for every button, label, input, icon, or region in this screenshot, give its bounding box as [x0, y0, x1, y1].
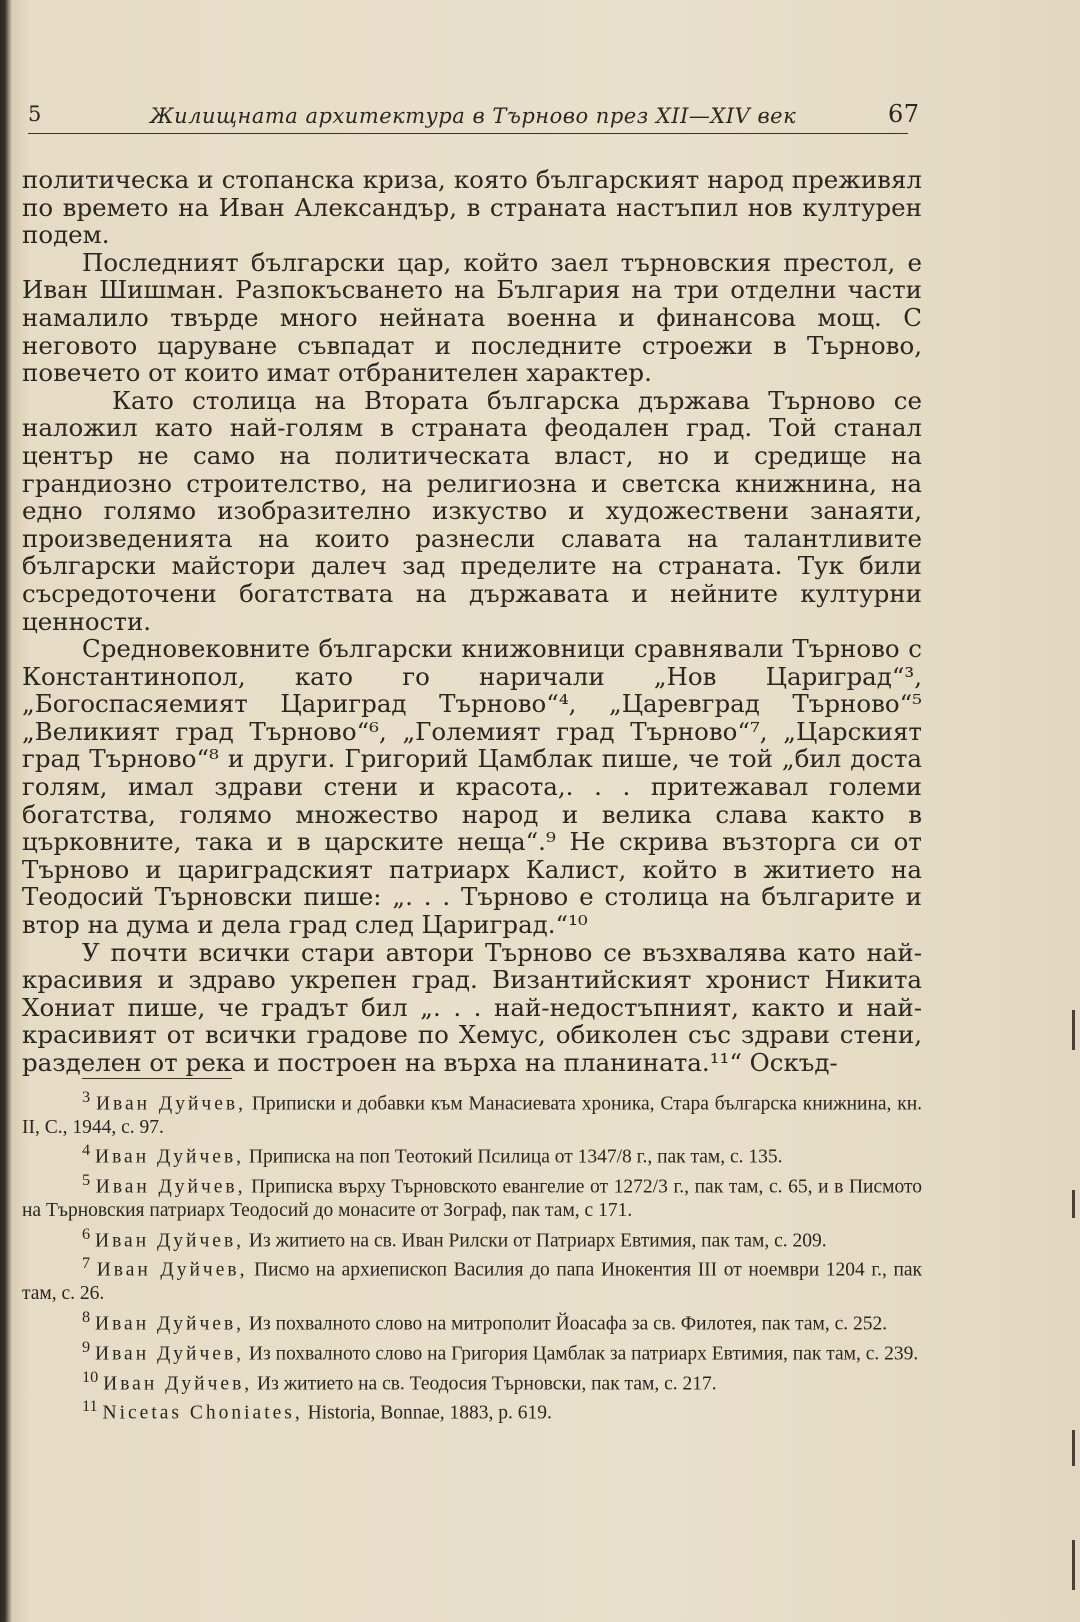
footnote-text: Приписки и добавки към Манасиевата хроника, Стара българска книжнина, кн. II, С., 1944, с. 97. [22, 1093, 923, 1138]
footnote-text: Приписка върху Търновското евангелие от 1272/3 г., пак там, с. 65, и в Писмото на Търновския патриарх Теодосий до монасите от Зограф, пак там, с 171. [22, 1176, 922, 1222]
running-title: Жилищната архитектура в Търново през XII—XIV век [150, 104, 797, 128]
footnotes [22, 1078, 922, 1425]
main-text [22, 166, 922, 1077]
footnote-text: Приписка на поп Теотокий Псилица от 1347/8 г., пак там, с. 135. [248, 1146, 783, 1168]
footnote-number: 4 [82, 1141, 91, 1160]
footnote-author: Иван Дуйчев, [96, 1259, 248, 1281]
footnote-author: Иван Дуйчев, [95, 1230, 245, 1252]
footnote-text: Писмо на архиепископ Василия до папа Инокентия III от ноември 1204 г., пак там, с. 26. [22, 1259, 923, 1305]
footnote-text: Из житието на св. Иван Рилски от Патриарх Евтимия, пак там, с. 209. [248, 1230, 827, 1252]
footnote-4 [22, 1139, 922, 1169]
header-rule [28, 133, 908, 134]
page-binding-edge [0, 0, 12, 1622]
paragraph-1: политическа и стопанска криза, която българският народ преживял по времето на Иван Александър, в страната настъпил нов културен подем. [22, 165, 922, 250]
edge-mark [1072, 1540, 1075, 1590]
footnote-number: 8 [82, 1307, 91, 1326]
footnote-6 [22, 1223, 922, 1253]
footnote-7 [22, 1252, 922, 1305]
footnote-author: Nicetas Choniates, [102, 1402, 303, 1424]
footnote-number: 10 [82, 1367, 99, 1386]
footnote-author: Иван Дуйчев, [95, 1093, 246, 1115]
paragraph-5: У почти всички стари автори Търново се възхвалява като най-красивия и здраво укрепен град. Византийският хронист Никита Хониат пише, че градът бил „. . . най-недостъпният, както и най-красивият от всички градове по Хемус, обиколен със здрави стени, разделен от река и построен на върха на планината.¹¹“ Оскъд- [22, 937, 922, 1077]
edge-mark [1072, 1010, 1075, 1050]
footnote-author: Иван Дуйчев, [95, 1176, 246, 1198]
footnote-number: 9 [82, 1337, 91, 1356]
footnote-5 [22, 1169, 922, 1222]
footnote-text: Из похвалното слово на Григория Цамблак за патриарх Евтимия, пак там, с. 239. [248, 1343, 919, 1365]
footnote-number: 5 [82, 1171, 91, 1190]
footnote-author: Иван Дуйчев, [103, 1373, 253, 1395]
paragraph-4: Средновековните български книжовници сравнявали Търново с Константинопол, като го наричали „Нов Цариград“³, „Богоспасяемият Цариград Търново“⁴, „Царевград Търново“⁵ „Великият град Търново“⁶, „Големият град Търново“⁷, „Царският град Търново“⁸ и други. Григорий Цамблак пише, че той „бил доста голям, имал здрави стени и красота,. . . притежавал големи богатства, голямо множество народ и велика слава както в църковните, така и в царските неща“.⁹ Не скрива възторга си от Търново и цариградският патриарх Калист, който в житието на Теодосий Търновски пише: „. . . Търново е столица на българите и втор на дума и дела град след Цариград.“¹⁰ [22, 634, 922, 940]
footnote-10 [22, 1366, 922, 1396]
footnote-number: 6 [82, 1224, 91, 1243]
footnote-author: Иван Дуйчев, [95, 1343, 245, 1365]
page-number: 67 [888, 100, 920, 128]
edge-mark [1072, 1430, 1075, 1466]
footnote-text: Из житието на св. Теодосия Търновски, пак там, с. 217. [257, 1373, 717, 1395]
footnote-11 [22, 1395, 922, 1425]
footnote-author: Иван Дуйчев, [95, 1313, 245, 1335]
footnote-text: Historia, Bonnae, 1883, p. 619. [307, 1402, 552, 1424]
paragraph-2: Последният български цар, който заел търновския престол, е Иван Шишман. Разпокъсването на България на три отделни части намалило твърде много нейната военна и финансова мощ. С неговото царуване съвпадат и последните строежи в Търново, повечето от които имат отбранителен характер. [22, 247, 922, 388]
footnote-8 [22, 1306, 922, 1336]
footnote-number: 11 [82, 1397, 98, 1416]
footnote-9 [22, 1336, 922, 1366]
footnote-number: 3 [82, 1088, 91, 1106]
footnote-number: 7 [82, 1254, 91, 1273]
footnote-text: Из похвалното слово на митрополит Йоасафа за св. Филотея, пак там, с. 252. [248, 1313, 888, 1335]
footnote-rule [82, 1078, 232, 1079]
edge-mark [1072, 1190, 1075, 1218]
paragraph-3: Като столица на Втората българска държава Търново се наложил като най-голям в страната феодален град. Той станал център не само на политическата власт, но и средище на грандиозно строителство, на религиозна и светска книжнина, на едно голямо изобразително изкуство и художествени занаяти, произведенията на които разнесли славата на талантливите български майстори далеч зад пределите на страната. Тук били съсредоточени богатствата на държавата и нейните културни ценности. [22, 385, 922, 636]
header-left-number: 5 [28, 102, 42, 126]
footnote-author: Иван Дуйчев, [95, 1146, 245, 1168]
footnote-3 [22, 1086, 922, 1139]
page-header [20, 100, 920, 134]
